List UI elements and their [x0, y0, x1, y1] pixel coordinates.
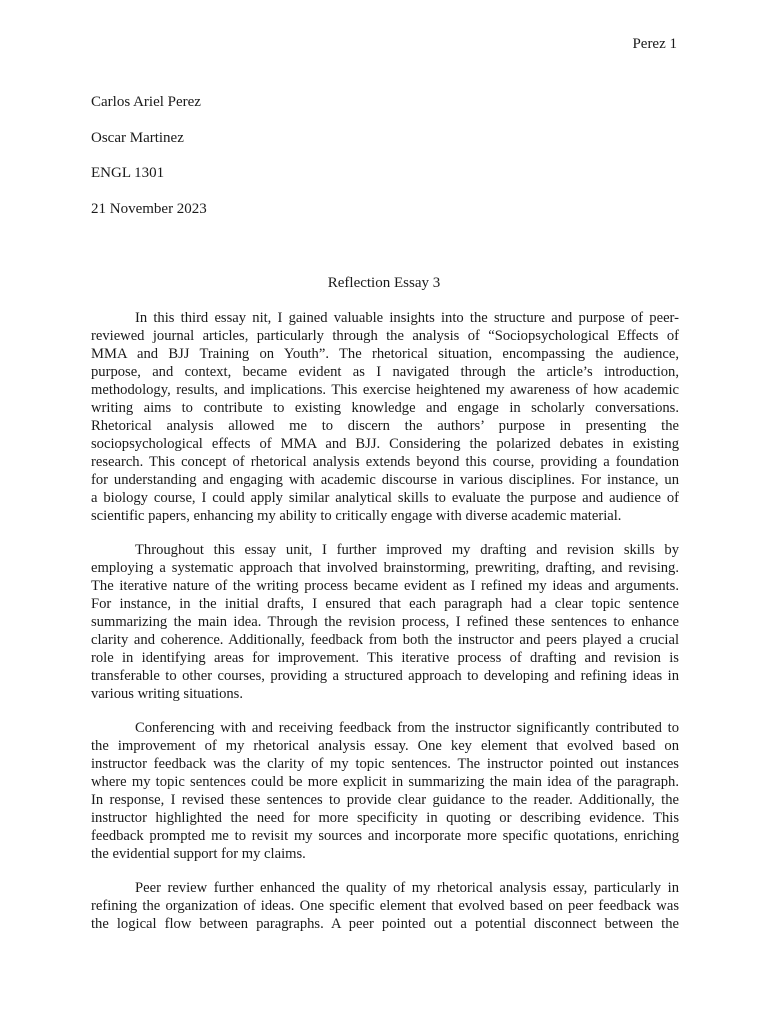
- paragraph-line: the evidential support for my claims.: [91, 846, 306, 862]
- page-number-header: Perez 1: [632, 36, 677, 52]
- essay-date: 21 November 2023: [91, 201, 207, 217]
- paragraph-line: methodology, results, and implications. This exercise heightened my awareness of how academic: [91, 382, 679, 398]
- paragraph-line: transferable to other courses, providing a structured approach to developing and refining ideas in: [91, 668, 679, 684]
- paragraph-line: purpose, and context, became evident as I navigated through the article’s introduction,: [91, 364, 679, 380]
- paragraph-line: For instance, in the initial drafts, I ensured that each paragraph had a clear topic sentence: [91, 596, 679, 612]
- paragraph-line: feedback prompted me to revisit my sources and incorporate more specific quotations, enriching: [91, 828, 679, 844]
- paragraph-line: refining the organization of ideas. One specific element that evolved based on peer feedback was: [91, 898, 679, 914]
- paragraph-line: reviewed journal articles, particularly through the analysis of “Sociopsychological Effects of: [91, 328, 679, 344]
- course-code: ENGL 1301: [91, 165, 165, 181]
- instructor-name: Oscar Martinez: [91, 130, 184, 146]
- paragraph-line: The iterative nature of the writing process became evident as I refined my ideas and arguments.: [91, 578, 679, 594]
- paragraph-line: clarity and coherence. Additionally, feedback from both the instructor and peers played a crucial: [91, 632, 679, 648]
- paragraph-line: Rhetorical analysis allowed me to discern the authors’ purpose in presenting the: [91, 418, 679, 434]
- paragraph-line: research. This concept of rhetorical analysis extends beyond this course, providing a foundation: [91, 454, 679, 470]
- paragraph-line: employing a systematic approach that involved brainstorming, prewriting, drafting, and revising.: [91, 560, 679, 576]
- paragraph-line: In response, I revised these sentences to provide clear guidance to the reader. Additionally, the: [91, 792, 679, 808]
- paragraph-4: [91, 879, 679, 933]
- author-name: Carlos Ariel Perez: [91, 94, 201, 110]
- paragraph-line: where my topic sentences could be more explicit in summarizing the main idea of the paragraph.: [91, 774, 679, 790]
- paragraph-line: writing aims to contribute to existing knowledge and engage in scholarly conversations.: [91, 400, 679, 416]
- paragraph-line: for understanding and engaging with academic discourse in various disciplines. For instance, un: [91, 472, 679, 488]
- paragraph-line: scientific papers, enhancing my ability to critically engage with diverse academic material.: [91, 508, 622, 524]
- paragraph-line: In this third essay nit, I gained valuable insights into the structure and purpose of peer-: [135, 310, 679, 326]
- paragraph-3: [91, 719, 679, 863]
- paragraph-line: the improvement of my rhetorical analysis essay. One key element that evolved based on: [91, 738, 679, 754]
- paragraph-line: instructor highlighted the need for more specificity in quoting or describing evidence. This: [91, 810, 679, 826]
- paragraph-line: instructor feedback was the clarity of my topic sentences. The instructor pointed out instances: [91, 756, 679, 772]
- paragraph-line: various writing situations.: [91, 686, 244, 702]
- paragraph-line: summarizing the main idea. Through the revision process, I refined these sentences to enhance: [91, 614, 679, 630]
- paragraph-line: MMA and BJJ Training on Youth”. The rhetorical situation, encompassing the audience,: [91, 346, 679, 362]
- paragraph-line: sociopsychological effects of MMA and BJJ. Considering the polarized debates in existing: [91, 436, 679, 452]
- paragraph-line: Conferencing with and receiving feedback from the instructor significantly contributed to: [135, 720, 679, 736]
- essay-title: Reflection Essay 3: [327, 275, 441, 291]
- paragraph-line: role in identifying areas for improvement. This iterative process of drafting and revision is: [91, 650, 679, 666]
- paragraph-line: a biology course, I could apply similar analytical skills to evaluate the purpose and audience of: [91, 490, 679, 506]
- paragraph-2: [91, 541, 679, 703]
- paragraph-line: Peer review further enhanced the quality of my rhetorical analysis essay, particularly in: [135, 880, 679, 896]
- essay-body: [91, 309, 679, 949]
- paragraph-1: [91, 309, 679, 525]
- paragraph-line: Throughout this essay unit, I further improved my drafting and revision skills by: [135, 542, 679, 558]
- paragraph-line: the logical flow between paragraphs. A peer pointed out a potential disconnect between the: [91, 916, 679, 932]
